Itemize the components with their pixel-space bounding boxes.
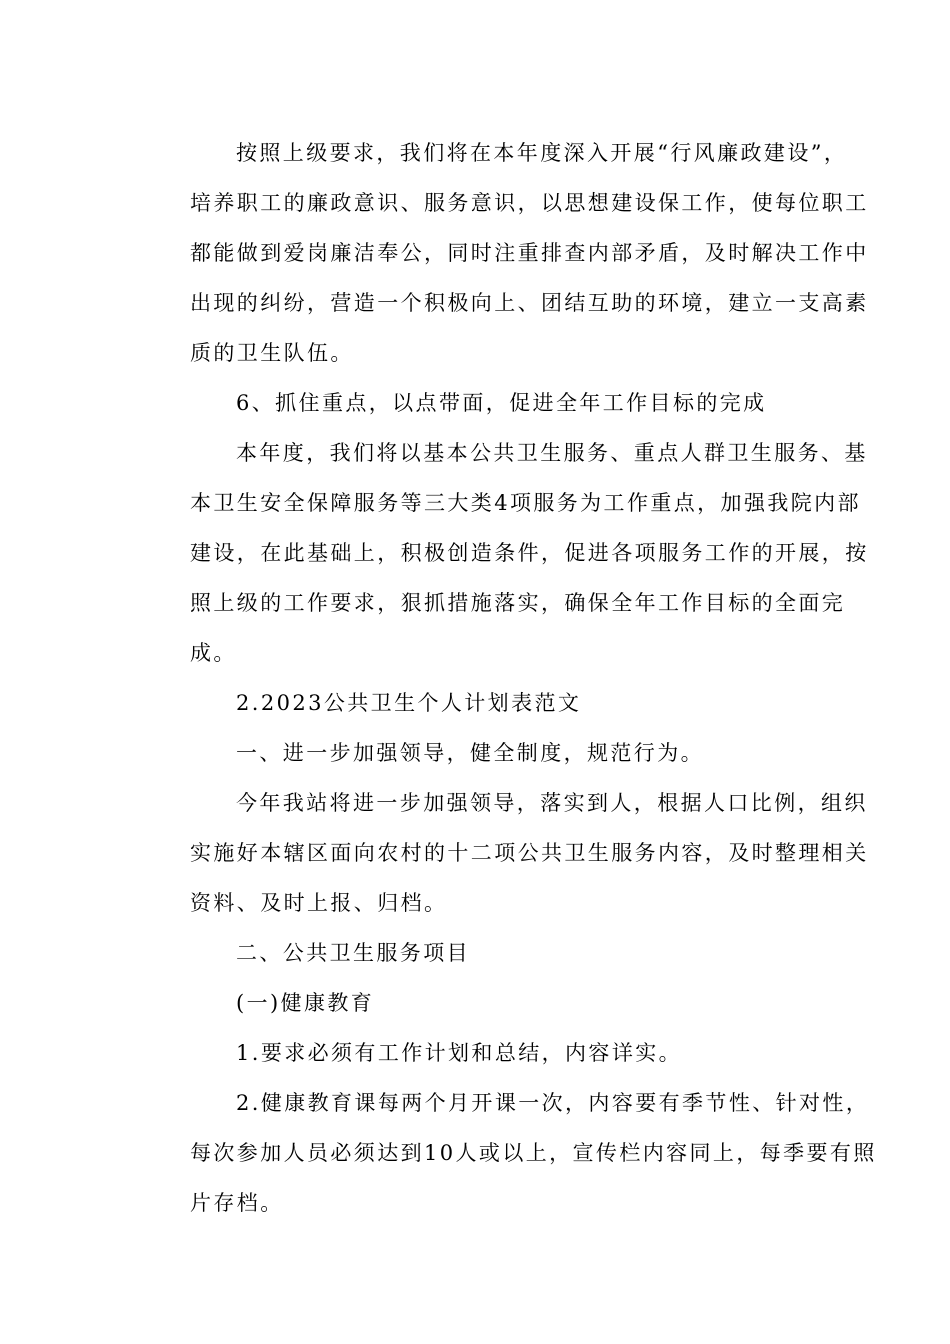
paragraph-annual-focus (144, 428, 869, 678)
text-line: 每次参加人员必须达到10人或以上，宣传栏内容同上，每季要有照 (190, 1141, 877, 1165)
text-line: 一、进一步加强领导，健全制度，规范行为。 (236, 741, 704, 765)
text-line: 6、抓住重点，以点带面，促进全年工作目标的完成 (236, 391, 767, 415)
heading-service-items (144, 928, 808, 978)
heading-strengthen-leadership (144, 728, 808, 778)
text-line: 都能做到爱岗廉洁奉公，同时注重排查内部矛盾，及时解决工作中 (190, 241, 869, 265)
text-line: 出现的纠纷，营造一个积极向上、团结互助的环境，建立一支高素 (190, 291, 869, 315)
heading-focus-priorities (144, 378, 808, 428)
text-line: 今年我站将进一步加强领导，落实到人，根据人口比例，组织 (236, 791, 868, 815)
list-item-1 (144, 1028, 808, 1078)
text-line: 二、公共卫生服务项目 (236, 941, 470, 965)
text-line: 1.要求必须有工作计划和总结，内容详实。 (236, 1041, 683, 1065)
text-line: 建设，在此基础上，积极创造条件，促进各项服务工作的开展，按 (190, 541, 869, 565)
paragraph-leadership-details (144, 778, 869, 928)
text-line: 质的卫生队伍。 (190, 341, 354, 365)
list-item-2 (144, 1078, 877, 1228)
text-line: 实施好本辖区面向农村的十二项公共卫生服务内容，及时整理相关 (190, 841, 869, 865)
subheading-health-education (144, 978, 808, 1028)
text-line: 资料、及时上报、归档。 (190, 891, 448, 915)
section-title-plan-2023 (144, 678, 808, 728)
text-line: 成。 (190, 641, 237, 665)
text-line: 按照上级要求，我们将在本年度深入开展“行风廉政建设”， (236, 141, 848, 165)
text-line: 2.健康教育课每两个月开课一次，内容要有季节性、针对性， (236, 1091, 870, 1115)
text-line: (一)健康教育 (236, 991, 375, 1015)
text-line: 本卫生安全保障服务等三大类4项服务为工作重点，加强我院内部 (190, 491, 861, 515)
text-line: 照上级的工作要求，狠抓措施落实，确保全年工作目标的全面完 (190, 591, 846, 615)
text-line: 片存档。 (190, 1191, 284, 1215)
paragraph-integrity-building (144, 128, 869, 378)
document-body (144, 128, 877, 1228)
text-line: 2.2023公共卫生个人计划表范文 (236, 691, 582, 715)
text-line: 培养职工的廉政意识、服务意识，以思想建设保工作，使每位职工 (190, 191, 869, 215)
text-line: 本年度，我们将以基本公共卫生服务、重点人群卫生服务、基 (236, 441, 868, 465)
